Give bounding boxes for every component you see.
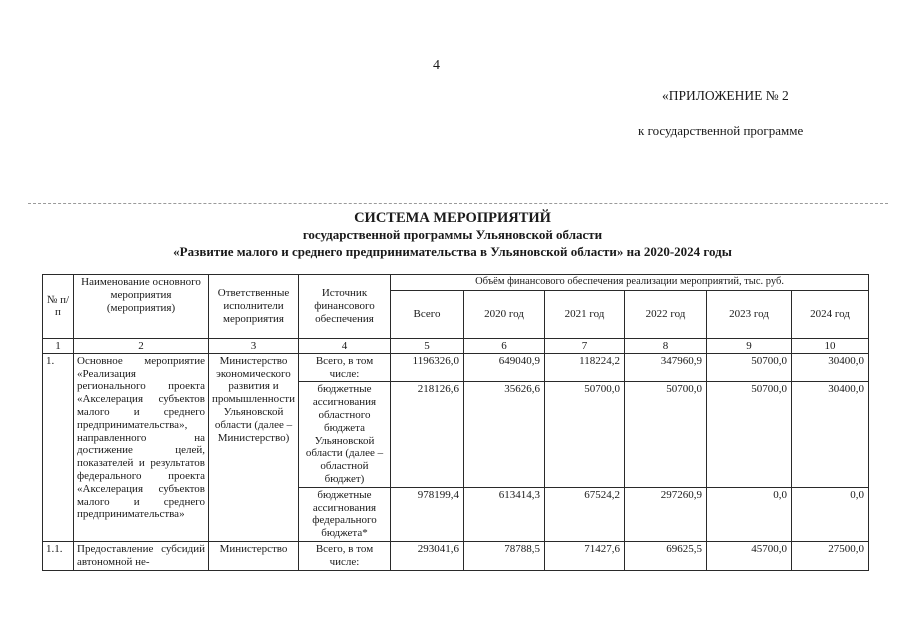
- column-number: 5: [391, 338, 464, 353]
- value-2024: 0,0: [792, 487, 869, 541]
- value-2024: 27500,0: [792, 541, 869, 570]
- row-number: 1.1.: [43, 541, 74, 570]
- header-2022: 2022 год: [625, 290, 707, 338]
- value-2021: 71427,6: [545, 541, 625, 570]
- header-row-1: [43, 275, 869, 291]
- measures-table: [42, 274, 869, 571]
- value-2021: 50700,0: [545, 382, 625, 487]
- header-2020: 2020 год: [464, 290, 545, 338]
- value-2024: 30400,0: [792, 382, 869, 487]
- column-number: 10: [792, 338, 869, 353]
- header-volume: Объём финансового обеспечения реализации мероприятий, тыс. руб.: [391, 275, 869, 291]
- title-line-2: государственной программы Ульяновской области: [302, 227, 603, 242]
- value-2021: 67524,2: [545, 487, 625, 541]
- value-2020: 78788,5: [464, 541, 545, 570]
- measure-name: Предоставление субсидий автономной не-: [74, 541, 209, 570]
- value-2022: 297260,9: [625, 487, 707, 541]
- column-number: 4: [299, 338, 391, 353]
- value-2020: 35626,6: [464, 382, 545, 487]
- column-number: 2: [74, 338, 209, 353]
- value-2021: 118224,2: [545, 353, 625, 382]
- header-name: Наименование основного мероприятия (мероприятия): [74, 275, 209, 339]
- value-2023: 45700,0: [707, 541, 792, 570]
- value-2024: 30400,0: [792, 353, 869, 382]
- value-2023: 0,0: [707, 487, 792, 541]
- title-line-1: СИСТЕМА МЕРОПРИЯТИЙ: [354, 210, 551, 226]
- value-total: 293041,6: [391, 541, 464, 570]
- appendix-label: «ПРИЛОЖЕНИЕ № 2: [662, 88, 789, 103]
- title-line-3: «Развитие малого и среднего предпринимательства в Ульяновской области» на 2020-2024 годы: [173, 244, 732, 259]
- column-number: 1: [43, 338, 74, 353]
- funding-source: Всего, в том числе:: [299, 541, 391, 570]
- header-2024: 2024 год: [792, 290, 869, 338]
- column-number-row: [43, 338, 869, 353]
- header-no: № п/п: [43, 275, 74, 339]
- measure-name: Основное мероприятие «Реализация регионального проекта «Акселерация субъектов малого и среднего предпринимательства», направленного на достижение целей, показателей и результатов федерального проекта «Акселерация субъектов малого и среднего предпринимательства»: [74, 353, 209, 541]
- measure-executor: Министерство: [209, 541, 299, 570]
- row-number: 1.: [43, 353, 74, 541]
- column-number: 3: [209, 338, 299, 353]
- header-2023: 2023 год: [707, 290, 792, 338]
- page-number: 4: [433, 58, 440, 73]
- document-title: [0, 209, 905, 260]
- column-number: 8: [625, 338, 707, 353]
- column-number: 6: [464, 338, 545, 353]
- header-executor: Ответственные исполнители мероприятия: [209, 275, 299, 339]
- header-2021: 2021 год: [545, 290, 625, 338]
- column-number: 7: [545, 338, 625, 353]
- value-total: 218126,6: [391, 382, 464, 487]
- value-2020: 613414,3: [464, 487, 545, 541]
- value-2022: 50700,0: [625, 382, 707, 487]
- header-source: Источник финансового обеспечения: [299, 275, 391, 339]
- value-2022: 347960,9: [625, 353, 707, 382]
- value-2020: 649040,9: [464, 353, 545, 382]
- table-row: [43, 353, 869, 382]
- funding-source: бюджетные ассигнования федерального бюджета*: [299, 487, 391, 541]
- measure-executor: Министерство экономического развития и промышленности Ульяновской области (далее – Министерство): [209, 353, 299, 541]
- column-number: 9: [707, 338, 792, 353]
- value-2023: 50700,0: [707, 353, 792, 382]
- value-total: 978199,4: [391, 487, 464, 541]
- funding-source: Всего, в том числе:: [299, 353, 391, 382]
- funding-source: бюджетные ассигнования областного бюджета Ульяновской области (далее – областной бюджет): [299, 382, 391, 487]
- table-row: [43, 541, 869, 570]
- header-total: Всего: [391, 290, 464, 338]
- value-total: 1196326,0: [391, 353, 464, 382]
- value-2022: 69625,5: [625, 541, 707, 570]
- appendix-subtitle: к государственной программе: [638, 123, 804, 138]
- value-2023: 50700,0: [707, 382, 792, 487]
- scan-artifact-line: [28, 203, 888, 204]
